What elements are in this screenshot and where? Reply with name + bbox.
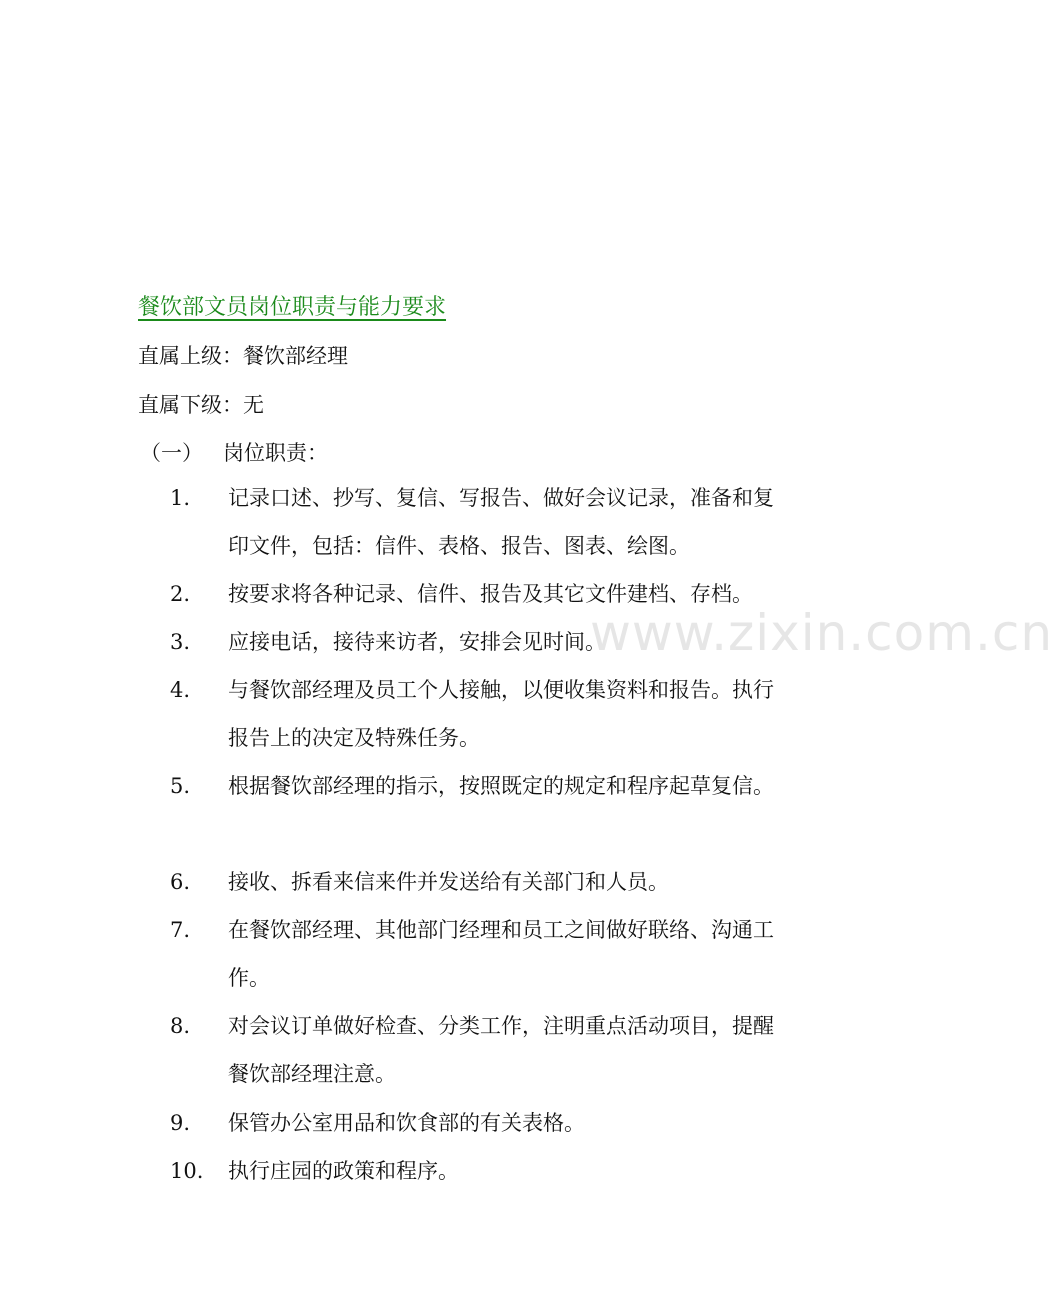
item-number: 2. xyxy=(170,582,191,606)
item-text: 对会议订单做好检查、分类工作，注明重点活动项目，提醒餐饮部经理注意。 xyxy=(228,1014,774,1086)
item-number: 8. xyxy=(170,1014,191,1038)
item-text: 与餐饮部经理及员工个人接触，以便收集资料和报告。执行报告上的决定及特殊任务。 xyxy=(228,678,774,750)
item-number: 1. xyxy=(170,486,191,510)
item-number: 9. xyxy=(170,1111,191,1135)
document-title: 餐饮部文员岗位职责与能力要求 xyxy=(138,295,447,320)
item-number: 6. xyxy=(170,870,191,894)
item-text: 按要求将各种记录、信件、报告及其它文件建档、存档。 xyxy=(228,582,753,606)
item-text: 应接电话，接待来访者，安排会见时间。 xyxy=(228,630,606,654)
item-text: 记录口述、抄写、复信、写报告、做好会议记录，准备和复印文件，包括：信件、表格、报告、图表、绘图。 xyxy=(228,486,774,558)
item-text: 在餐饮部经理、其他部门经理和员工之间做好联络、沟通工作。 xyxy=(228,918,774,990)
item-number: 10. xyxy=(170,1159,204,1183)
item-number: 5. xyxy=(170,774,191,798)
section-number: （一） xyxy=(140,441,203,465)
item-text: 根据餐饮部经理的指示，按照既定的规定和程序起草复信。 xyxy=(228,774,774,798)
item-number: 7. xyxy=(170,918,191,942)
section-label: 岗位职责： xyxy=(223,441,328,465)
item-text: 保管办公室用品和饮食部的有关表格。 xyxy=(228,1111,585,1135)
superior-line: 直属上级：餐饮部经理 xyxy=(138,344,348,368)
item-number: 3. xyxy=(170,630,191,654)
watermark: www.zixin.com.cn xyxy=(590,604,1053,662)
item-number: 4. xyxy=(170,678,191,702)
item-text: 接收、拆看来信来件并发送给有关部门和人员。 xyxy=(228,870,669,894)
subordinate-line: 直属下级：无 xyxy=(138,393,264,417)
item-text: 执行庄园的政策和程序。 xyxy=(228,1159,459,1183)
section-heading xyxy=(140,437,328,467)
